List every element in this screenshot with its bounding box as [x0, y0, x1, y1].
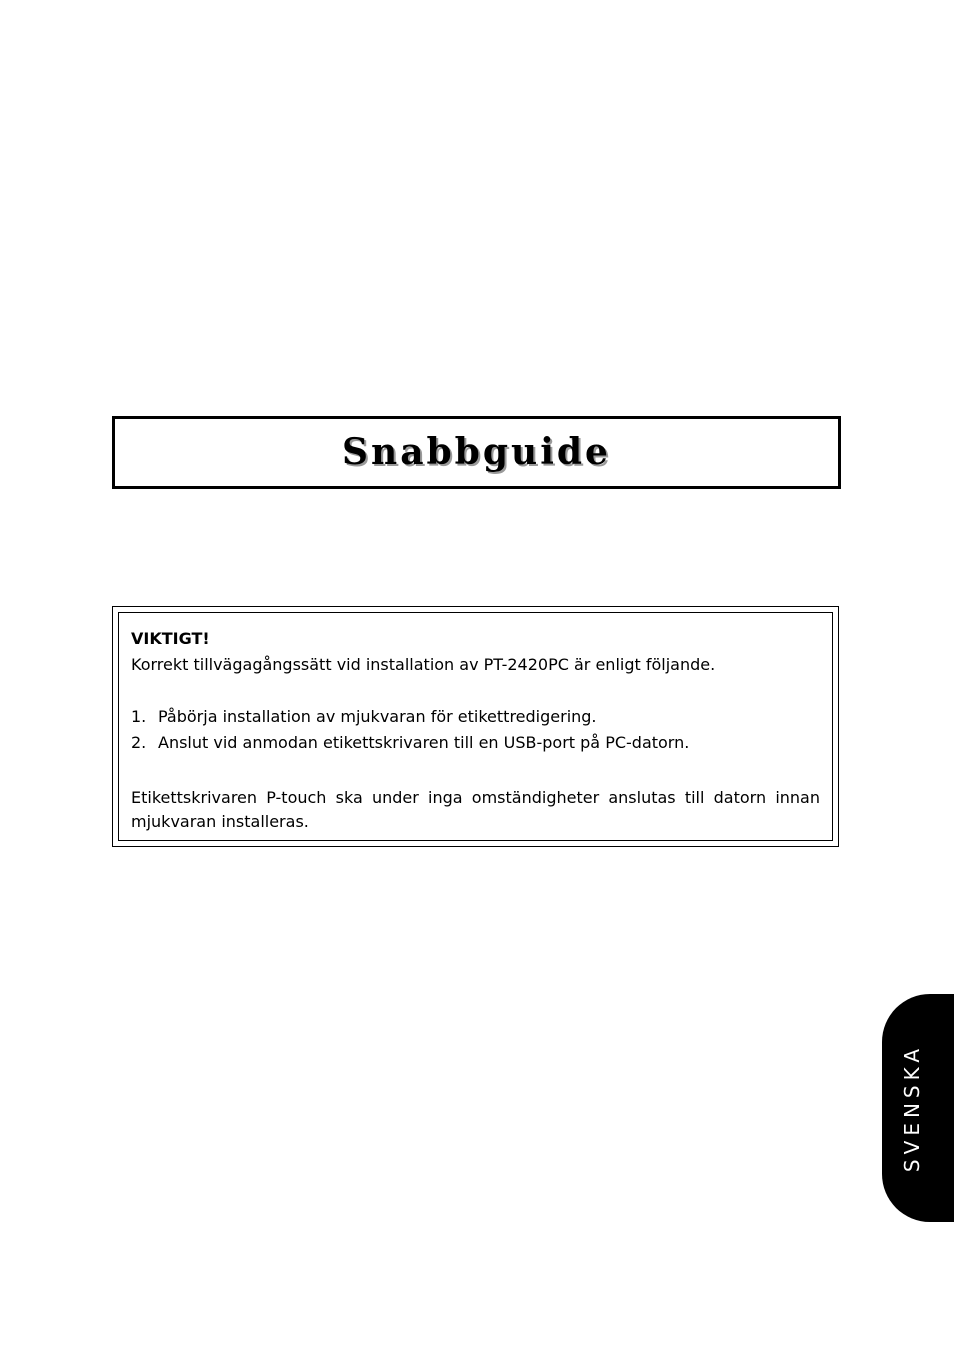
list-item: [131, 730, 820, 756]
important-notice-box: [112, 606, 839, 847]
language-tab-label: SVENSKA: [900, 1043, 924, 1173]
important-notice-inner: [118, 612, 833, 841]
step-text: Anslut vid anmodan etikettskrivaren till en USB-port på PC-datorn.: [158, 733, 690, 752]
step-number: 2.: [131, 733, 147, 752]
language-tab: [882, 994, 954, 1222]
notice-heading: VIKTIGT!: [131, 629, 210, 648]
notice-warning: Etikettskrivaren P-touch ska under inga omständigheter anslutas till datorn innan mjukvaran installeras.: [131, 788, 820, 831]
title-box: [112, 416, 841, 489]
list-item: [131, 704, 820, 730]
step-number: 1.: [131, 707, 147, 726]
installation-steps: [131, 704, 820, 756]
page-title: Snabbguide: [342, 430, 611, 473]
notice-intro: Korrekt tillvägagångssätt vid installation av PT-2420PC är enligt följande.: [131, 655, 716, 674]
step-text: Påbörja installation av mjukvaran för etikettredigering.: [158, 707, 597, 726]
